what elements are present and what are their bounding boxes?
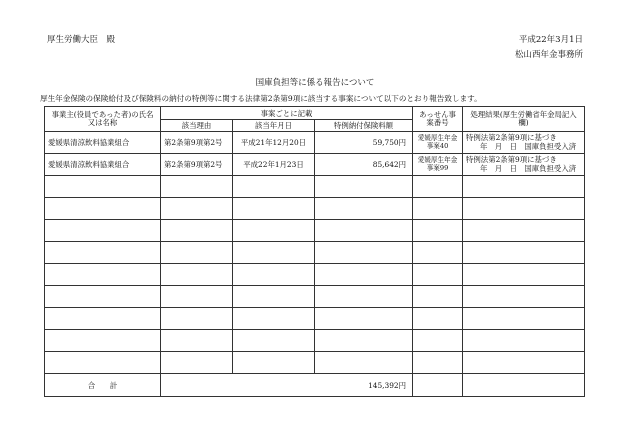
date-cell: 平成22年1月23日 (233, 154, 315, 176)
total-label: 合 計 (45, 374, 161, 397)
table-row (45, 154, 585, 176)
total-amount: 145,392円 (161, 374, 413, 397)
result-line-1: 特例法第2条第9項に基づき (466, 133, 557, 143)
result-line-2: 年 月 日 国庫負担受入済 (480, 141, 577, 151)
header-date: 該当年月日 (233, 120, 315, 132)
header-employer: 事業主(役員であった者)の氏名又は名称 (45, 107, 161, 132)
result-line-1: 特例法第2条第9項に基づき (466, 155, 557, 165)
empty-row (45, 352, 585, 374)
header-group: 事案ごとに記載 (161, 107, 413, 120)
amount-cell: 59,750円 (315, 132, 413, 154)
table-row (45, 132, 585, 154)
header-amount: 特例納付保険料額 (315, 120, 413, 132)
employer-cell: 愛媛県清涼飲料協業組合 (45, 132, 161, 154)
report-date: 平成22年3月1日 (518, 35, 583, 45)
empty-row (45, 242, 585, 264)
empty-row (45, 198, 585, 220)
header-result: 処理結果(厚生労働省年金局記入欄) (463, 107, 585, 132)
mediation-cell: 愛媛厚生年金事案99 (413, 154, 463, 176)
reason-cell: 第2条第9項第2号 (161, 154, 233, 176)
result-line-2: 年 月 日 国庫負担受入済 (480, 163, 577, 173)
report-table (44, 106, 585, 397)
result-cell (463, 154, 585, 176)
empty-row (45, 308, 585, 330)
amount-cell: 85,642円 (315, 154, 413, 176)
addressee: 厚生労働大臣 殿 (47, 35, 116, 45)
result-cell (463, 132, 585, 154)
total-row (45, 374, 585, 397)
empty-row (45, 220, 585, 242)
issuing-office: 松山西年金事務所 (514, 50, 583, 60)
reason-cell: 第2条第9項第2号 (161, 132, 233, 154)
intro-text: 厚生年金保険の保険給付及び保険料の納付の特例等に関する法律第2条第9項に該当する事案について以下のとおり報告致します。 (40, 94, 482, 103)
empty-row (45, 286, 585, 308)
empty-row (45, 176, 585, 198)
header-row-1 (45, 107, 585, 120)
empty-row (45, 264, 585, 286)
document-title: 国庫負担等に係る報告について (255, 78, 375, 88)
header-reason: 該当理由 (161, 120, 233, 132)
empty-row (45, 330, 585, 352)
employer-cell: 愛媛県清涼飲料協業組合 (45, 154, 161, 176)
date-cell: 平成21年12月20日 (233, 132, 315, 154)
mediation-cell: 愛媛厚生年金事案40 (413, 132, 463, 154)
header-mediation: あっせん事案番号 (413, 107, 463, 132)
